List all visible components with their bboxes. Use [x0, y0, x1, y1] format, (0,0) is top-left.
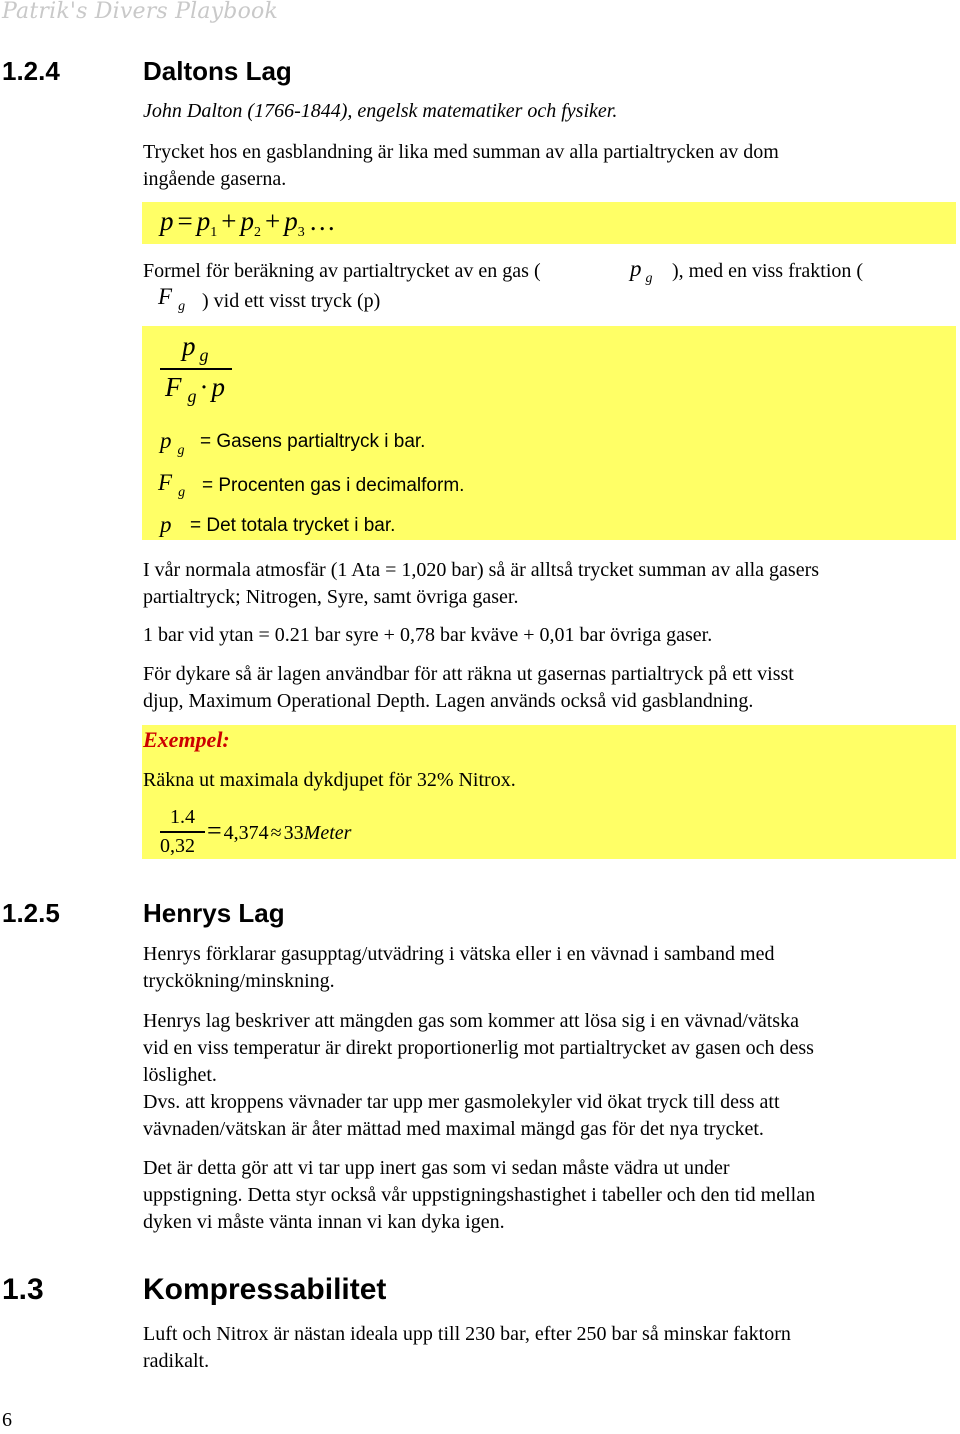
def-text-p: = Det totala trycket i bar. — [190, 515, 396, 536]
henry-p4-line-2: uppstigning. Detta styr också vår uppstigningshastighet i tabeller och den tid mellan — [143, 1184, 816, 1206]
section-title-henry: Henrys Lag — [143, 898, 285, 928]
section-number-kompress: 1.3 — [2, 1273, 44, 1306]
henry-p2-line-2: vid en viss temperatur är direkt proportionerlig mot partialtrycket av gasen och dess — [143, 1037, 814, 1059]
henry-p1-line-1: Henrys förklarar gasupptag/utvädring i vätska eller i en vävnad i samband med — [143, 943, 775, 965]
def-symbol-pg: p $_g$ — [160, 428, 185, 458]
formula-text-3: ) vid ett visst tryck (p) — [202, 290, 381, 312]
formula-text-2: ), med en viss fraktion ( — [672, 260, 864, 282]
fraction-numerator: p $_g$ — [182, 331, 209, 365]
def-symbol-Fg: F $_g$ — [158, 470, 186, 500]
symbol-Fg-inline: F $_g$ — [158, 284, 186, 314]
section-title-kompress: Kompressabilitet — [143, 1273, 387, 1306]
henry-p4-line-1: Det är detta gör att vi tar upp inert gas som vi sedan måste vädra ut under — [143, 1157, 730, 1179]
example-text: Räkna ut maximala dykdjupet för 32% Nitrox. — [143, 769, 516, 791]
kompress-p1-line-2: radikalt. — [143, 1350, 210, 1372]
section-title: Daltons Lag — [143, 56, 292, 86]
example-denominator: 0,32 — [160, 835, 195, 857]
para-3-line-1: För dykare så är lagen användbar för att räkna ut gasernas partialtryck på ett visst — [143, 663, 794, 685]
henry-p1-line-2: tryckökning/minskning. — [143, 970, 335, 992]
henry-p3-line-1: Dvs. att kroppens vävnader tar upp mer gasmolekyler vid ökat tryck till dess att — [143, 1091, 780, 1113]
fraction-denominator: F $_g$ · p — [165, 372, 225, 406]
formula-text-1: Formel för beräkning av partialtrycket av en gas ( — [143, 260, 541, 282]
symbol-pg-inline: p $_g$ — [630, 256, 653, 286]
def-text-Fg: = Procenten gas i decimalform. — [202, 475, 465, 496]
para-2: 1 bar vid ytan = 0.21 bar syre + 0,78 bar kväve + 0,01 bar övriga gaser. — [143, 624, 713, 646]
para-3-line-2: djup, Maximum Operational Depth. Lagen används också vid gasblandning. — [143, 690, 754, 712]
henry-p3-line-2: vävnaden/vätskan är åter mättad med maximal mängd gas för det nya trycket. — [143, 1118, 764, 1140]
page-number: 6 — [2, 1409, 12, 1431]
section-number: 1.2.4 — [2, 56, 60, 86]
description-line-2: ingående gaserna. — [143, 168, 287, 190]
running-header: Patrik's Divers Playbook — [2, 0, 278, 24]
henry-p2-line-3: löslighet. — [143, 1064, 217, 1086]
def-text-pg: = Gasens partialtryck i bar. — [200, 431, 426, 452]
author-line: John Dalton (1766-1844), engelsk matematiker och fysiker. — [143, 100, 618, 122]
def-symbol-p: p — [160, 512, 172, 537]
example-numerator: 1.4 — [170, 806, 195, 828]
description-line-1: Trycket hos en gasblandning är lika med summan av alla partialtrycken av dom — [143, 141, 779, 163]
section-number-henry: 1.2.5 — [2, 898, 60, 928]
example-result: = 4,374 ≈ 33Meter — [207, 816, 352, 845]
para-1-line-1: I vår normala atmosfär (1 Ata = 1,020 bar) så är alltså trycket summan av alla gasers — [143, 559, 820, 581]
sum-formula: $p = p_1 + p_2 + p_3$ … — [160, 206, 336, 240]
example-fraction-bar — [160, 831, 205, 833]
henry-p2-line-1: Henrys lag beskriver att mängden gas som kommer att lösa sig i en vävnad/vätska — [143, 1010, 799, 1032]
para-1-line-2: partialtryck; Nitrogen, Syre, samt övriga gaser. — [143, 586, 519, 608]
kompress-p1-line-1: Luft och Nitrox är nästan ideala upp till 230 bar, efter 250 bar så minskar faktorn — [143, 1323, 791, 1345]
fraction-bar — [160, 368, 232, 370]
example-label: Exempel: — [143, 727, 230, 752]
henry-p4-line-3: dyken vi måste vänta innan vi kan dyka igen. — [143, 1211, 505, 1233]
